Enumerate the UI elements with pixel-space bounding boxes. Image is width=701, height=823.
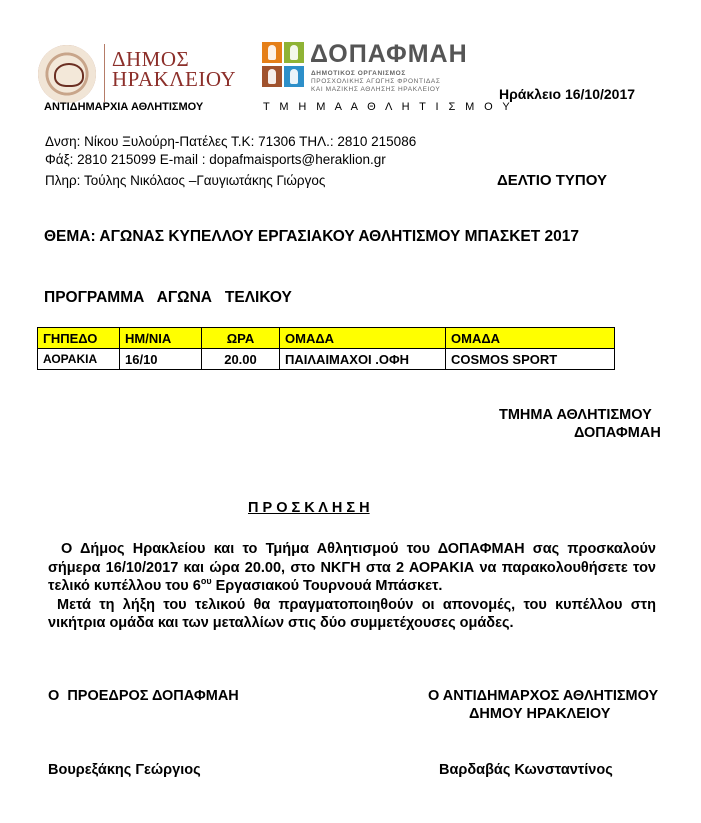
signature-left-name: Βουρεξάκης Γεώργιος — [48, 762, 201, 778]
dimos-logo-line2: ΗΡΑΚΛΕΙΟΥ — [112, 67, 237, 91]
signature-right-title-2: ΔΗΜΟΥ ΗΡΑΚΛΕΙΟΥ — [469, 706, 611, 722]
municipal-seal-icon — [38, 45, 96, 103]
table-row — [38, 349, 615, 370]
football-player-icon — [284, 66, 304, 87]
column-header: ΩΡΑ — [202, 328, 280, 349]
column-header: ΗΜ/ΝΙΑ — [120, 328, 202, 349]
schedule-table — [37, 327, 615, 370]
child-running-icon — [262, 42, 282, 63]
column-header: ΟΜΑΔΑ — [280, 328, 446, 349]
dopafmah-logo-sub1: ΔΗΜΟΤΙΚΟΣ ΟΡΓΑΝΙΣΜΟΣ — [311, 70, 406, 77]
ordinal-suffix: ου — [200, 576, 212, 587]
program-title: ΠΡΟΓΡΑΜΜΑ ΑΓΩΝΑ ΤΕΛΙΚΟΥ — [44, 289, 292, 306]
invitation-text: Ο Δήμος Ηρακλείου και το Τμήμα Αθλητισμού του ΔΟΠΑΦΜΑΗ σας προσκαλούν σήμερα 16/10/2017 και ώρα 20.00, στο ΝΚΓΗ στα 2 ΑΟΡΑΚΙΑ να παρακολουθήσετε τον τελικό κυπέλλου του 6 — [48, 541, 656, 594]
signature-right-name: Βαρδαβάς Κωνσταντίνος — [439, 762, 613, 778]
dopafmah-caption: Τ Μ Η Μ Α Α Θ Λ Η Τ Ι Σ Μ Ο Υ — [263, 101, 514, 113]
subject-line: ΘΕΜΑ: ΑΓΩΝΑΣ ΚΥΠΕΛΛΟΥ ΕΡΓΑΣΙΑΚΟΥ ΑΘΛΗΤΙΣΜΟΥ ΜΠΑΣΚΕΤ 2017 — [44, 228, 579, 245]
dopafmah-logo-sub2: ΠΡΟΣΧΟΛΙΚΗΣ ΑΓΩΓΗΣ ΦΡΟΝΤΙΔΑΣ — [311, 78, 441, 85]
invitation-title: Π Ρ Ο Σ Κ Λ Η Σ Η — [248, 500, 370, 516]
dimos-logo-title — [112, 49, 236, 89]
runner-icon — [262, 66, 282, 87]
contact-info: Πληρ: Τούλης Νικόλαος –Γαυγιωτάκης Γιώργος — [45, 173, 326, 188]
contact-fax-email: Φάξ: 2810 215099 E-mail : dopafmaisports@heraklion.gr — [45, 152, 386, 167]
document-type: ΔΕΛΤΙΟ ΤΥΠΟΥ — [497, 172, 607, 189]
sender-line1: ΤΜΗΜΑ ΑΘΛΗΤΙΣΜΟΥ — [499, 407, 652, 423]
table-cell-team-away: COSMOS SPORT — [446, 349, 615, 370]
signature-right-title-1: Ο ΑΝΤΙΔΗΜΑΡΧΟΣ ΑΘΛΗΤΙΣΜΟΥ — [428, 688, 659, 704]
child-swing-icon — [284, 42, 304, 63]
column-header: ΟΜΑΔΑ — [446, 328, 615, 349]
signature-left-title: Ο ΠΡΟΕΔΡΟΣ ΔΟΠΑΦΜΑΗ — [48, 688, 239, 704]
dopafmah-logo-name: ΔΟΠΑΦΜΑΗ — [310, 40, 468, 68]
logo-divider — [104, 44, 105, 102]
place-date: Ηράκλειο 16/10/2017 — [499, 86, 636, 102]
sender-line2: ΔΟΠΑΦΜΑΗ — [574, 425, 661, 441]
dopafmah-logo-sub3: ΚΑΙ ΜΑΖΙΚΗΣ ΑΘΛΗΣΗΣ ΗΡΑΚΛΕΙΟΥ — [311, 86, 441, 93]
table-cell-venue: ΑΟΡΑΚΙΑ — [38, 349, 120, 370]
dimos-caption: ΑΝΤΙΔΗΜΑΡΧΙΑ ΑΘΛΗΤΙΣΜΟΥ — [44, 101, 204, 113]
table-cell-date: 16/10 — [120, 349, 202, 370]
invitation-text: Εργασιακού Τουρνουά Μπάσκετ. — [211, 578, 443, 594]
invitation-paragraph-1 — [48, 540, 656, 596]
contact-address: Δνση: Νίκου Ξυλούρη-Πατέλες Τ.Κ: 71306 ΤΗΛ.: 2810 215086 — [45, 134, 417, 149]
dimos-logo-line1: ΔΗΜΟΣ — [112, 47, 190, 71]
column-header: ΓΗΠΕΔΟ — [38, 328, 120, 349]
invitation-paragraph-2: Μετά τη λήξη του τελικού θα πραγματοποιηθούν οι απονομές, του κυπέλλου στη νικήτρια ομάδα και των μεταλλίων στις δύο συμμετέχουσες ομάδες. — [48, 596, 656, 631]
invitation-body — [48, 540, 656, 633]
table-cell-time: 20.00 — [202, 349, 280, 370]
table-cell-team-home: ΠΑΙΛΑΙΜΑΧΟΙ .ΟΦΗ — [280, 349, 446, 370]
schedule-header-row — [38, 328, 615, 349]
